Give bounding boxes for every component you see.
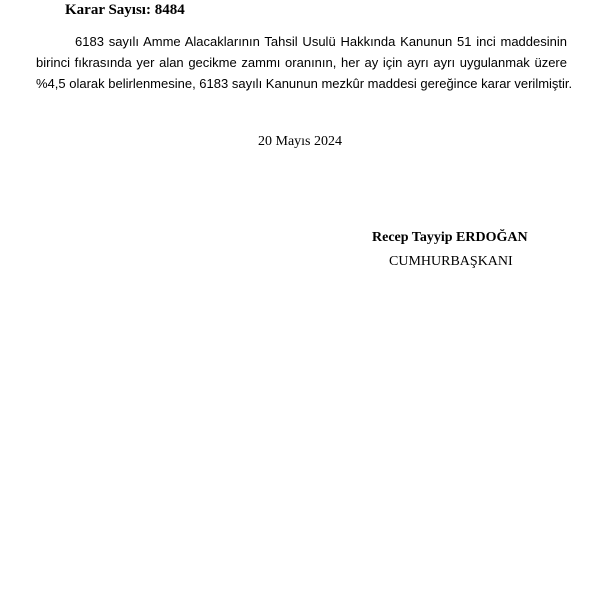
- signer-name: Recep Tayyip ERDOĞAN: [372, 230, 528, 245]
- body-line-3: %4,5 olarak belirlenmesine, 6183 sayılı Kanunun mezkûr maddesi gereğince karar verilmiştir.: [36, 76, 573, 91]
- body-line-2: birinci fıkrasında yer alan gecikme zammı oranının, her ay için ayrı ayrı uygulanmak üzere: [36, 55, 567, 70]
- decree-body: [36, 31, 573, 94]
- decision-number: Karar Sayısı: 8484: [65, 2, 185, 18]
- signer-title: CUMHURBAŞKANI: [389, 254, 513, 269]
- decree-date: 20 Mayıs 2024: [258, 134, 342, 149]
- body-line-1: 6183 sayılı Amme Alacaklarının Tahsil Usulü Hakkında Kanunun 51 inci maddesinin: [75, 34, 567, 49]
